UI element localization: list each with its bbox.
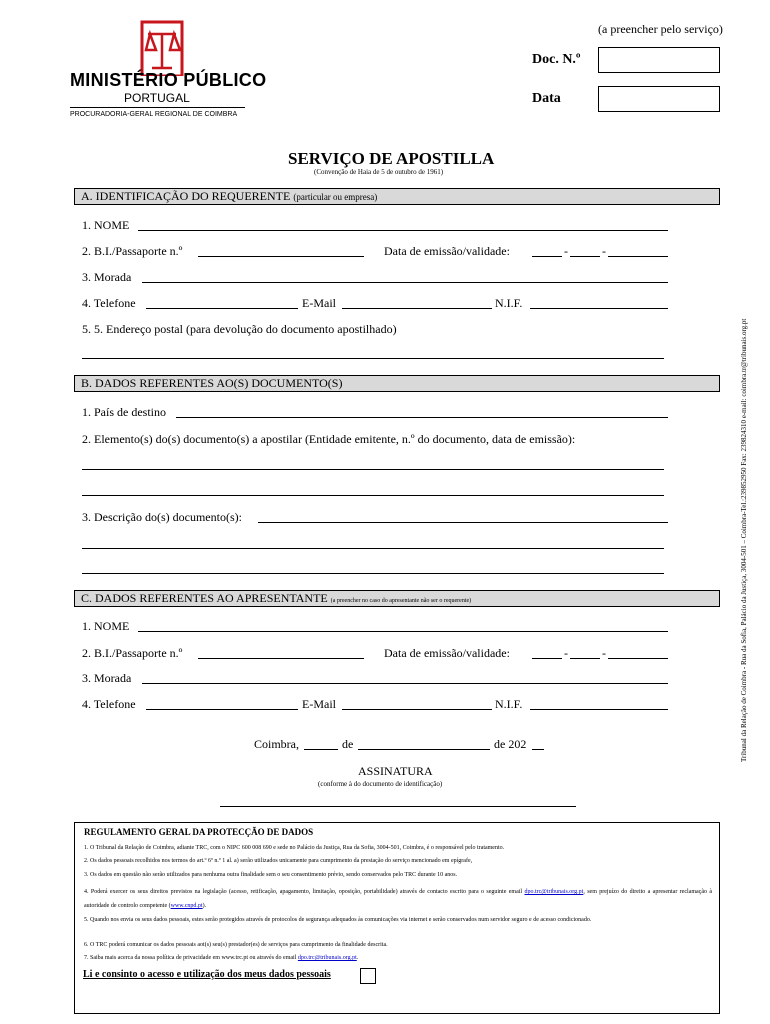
date-label: Data bbox=[532, 91, 561, 106]
page-subtitle: (Convenção de Haia de 5 de outubro de 1961) bbox=[314, 168, 444, 176]
a-address-label: 3. Morada bbox=[82, 270, 132, 284]
a-postal-input[interactable] bbox=[82, 358, 664, 359]
a-issue-year-input[interactable] bbox=[608, 256, 668, 257]
ministry-name: MINISTÉRIO PÚBLICO bbox=[70, 70, 267, 90]
consent-checkbox[interactable] bbox=[360, 968, 376, 984]
section-b-header bbox=[74, 375, 720, 392]
a-issue-month-input[interactable] bbox=[570, 256, 600, 257]
gdpr-item-6: 6. O TRC poderá comunicar os dados pessoais aot(s) seu(s) prestador(es) de serviços para cumprimento da finalidade descrita. bbox=[84, 942, 388, 948]
gdpr-item-3: 3. Os dados em questão não serão utilizados para nenhuma outra finalidade sem o seu consentimento prévio, sendo conservados pelo TRC durante 10 anos. bbox=[84, 872, 458, 878]
b-description-label: 3. Descrição do(s) documento(s): bbox=[82, 510, 242, 524]
c-id-label: 2. B.I./Passaporte n.º bbox=[82, 646, 183, 660]
a-email-input[interactable] bbox=[342, 308, 492, 309]
gdpr-item-5: 5. Quando nos envia os seus dados pessoais, estes serão protegidos através de protocolos de segurança adequados às comunicações via internet e serão conservados num servidor seguro e de acesso condicionado. bbox=[84, 917, 592, 923]
signature-month-input[interactable] bbox=[358, 749, 490, 750]
b-destination-label: 1. País de destino bbox=[82, 405, 166, 419]
b-description-input-1[interactable] bbox=[258, 522, 668, 523]
a-id-label: 2. B.I./Passaporte n.º bbox=[82, 244, 183, 258]
signature-year-input[interactable] bbox=[532, 749, 544, 750]
section-a-header bbox=[74, 188, 720, 205]
b-elements-label: 2. Elemento(s) do(s) documento(s) a apostilar (Entidade emitente, n.º do documento, data de emissão): bbox=[82, 432, 576, 446]
cnpd-link[interactable]: www.cnpd.pt bbox=[170, 903, 203, 909]
a-nif-input[interactable] bbox=[530, 308, 668, 309]
c-address-label: 3. Morada bbox=[82, 671, 132, 685]
c-nif-label: N.I.F. bbox=[495, 697, 523, 711]
b-description-input-3[interactable] bbox=[82, 573, 664, 574]
gdpr-item-2: 2. Os dados pessoais recolhidos nos termos do art.º 6º n.º 1 al. a) serão utilizados unicamente para cumprimento da prestação do serviço mencionado em epígrafe, bbox=[84, 858, 473, 864]
c-name-input[interactable] bbox=[138, 631, 668, 632]
dpo-email-link[interactable]: dpo.trc@tribunais.org.pt bbox=[524, 889, 584, 895]
doc-number-field[interactable] bbox=[598, 47, 720, 73]
signature-day-input[interactable] bbox=[304, 749, 338, 750]
c-issue-day-input[interactable] bbox=[532, 658, 562, 659]
c-name-label: 1. NOME bbox=[82, 619, 130, 633]
a-postal-label: 5. 5. Endereço postal (para devolução do documento apostilhado) bbox=[82, 322, 397, 336]
section-a-subtitle: (particular ou empresa) bbox=[293, 192, 378, 202]
b-elements-input-1[interactable] bbox=[82, 469, 664, 470]
c-email-label: E-Mail bbox=[302, 697, 336, 711]
section-a-title: A. IDENTIFICAÇÃO DO REQUERENTE bbox=[81, 189, 291, 203]
signature-de-1: de bbox=[342, 737, 354, 751]
c-issue-date-label: Data de emissão/validade: bbox=[384, 646, 510, 660]
c-email-input[interactable] bbox=[342, 709, 492, 710]
a-id-input[interactable] bbox=[198, 256, 364, 257]
c-nif-input[interactable] bbox=[530, 709, 668, 710]
gdpr-box bbox=[74, 822, 720, 1014]
logo-divider bbox=[70, 107, 245, 108]
office-name: PROCURADORIA-GERAL REGIONAL DE COIMBRA bbox=[70, 111, 238, 118]
a-nif-label: N.I.F. bbox=[495, 296, 523, 310]
court-contact-vertical: Tribunal da Relação de Coimbra - Rua da Sofia, Palácio da Justiça, 3004-501 – Coimbra-Tel.:239852950 Fax: 239824310 e-mail: coimbra.tr@tribunais.org.pt bbox=[740, 318, 748, 762]
c-address-input[interactable] bbox=[142, 683, 668, 684]
date-field[interactable] bbox=[598, 86, 720, 112]
consent-label: Li e consinto o acesso e utilização dos meus dados pessoais bbox=[83, 969, 331, 980]
c-phone-input[interactable] bbox=[146, 709, 298, 710]
c-issue-year-input[interactable] bbox=[608, 658, 668, 659]
scales-emblem-icon bbox=[96, 16, 246, 76]
section-c-header bbox=[74, 590, 720, 607]
gdpr-item-1: 1. O Tribunal da Relação de Coimbra, adiante TRC, com o NIPC 600 008 690 e sede no Palácio da Justiça, Rua da Sofia, 3004-501, Coimbra, é o responsável pelo tratamento. bbox=[84, 845, 505, 851]
section-c-title: C. DADOS REFERENTES AO APRESENTANTE bbox=[81, 591, 328, 605]
doc-number-label: Doc. N.º bbox=[532, 52, 581, 67]
signature-line[interactable] bbox=[220, 806, 576, 807]
b-elements-input-2[interactable] bbox=[82, 495, 664, 496]
country-name: PORTUGAL bbox=[124, 91, 190, 105]
signature-de-2: de 202 bbox=[494, 737, 527, 751]
a-name-label: 1. NOME bbox=[82, 218, 130, 232]
privacy-email-link[interactable]: dpo.trc@tribunais.org.pt bbox=[297, 955, 357, 961]
gdpr-item-7: 7. Saiba mais acerca da nossa política de privacidade em www.trc.pt ou através do email dpo.trc@tribunais.org.pt. bbox=[84, 955, 359, 961]
a-name-input[interactable] bbox=[138, 230, 668, 231]
b-description-input-2[interactable] bbox=[82, 548, 664, 549]
section-b-title: B. DADOS REFERENTES AO(S) DOCUMENTO(S) bbox=[81, 376, 343, 390]
service-note: (a preencher pelo serviço) bbox=[598, 22, 723, 36]
c-id-input[interactable] bbox=[198, 658, 364, 659]
signature-note: (conforme à do documento de identificação) bbox=[318, 780, 443, 788]
gdpr-title: REGULAMENTO GERAL DA PROTECÇÃO DE DADOS bbox=[84, 827, 314, 837]
signature-label: ASSINATURA bbox=[358, 764, 433, 778]
c-phone-label: 4. Telefone bbox=[82, 697, 136, 711]
page-title: SERVIÇO DE APOSTILLA bbox=[288, 149, 495, 168]
section-c-subtitle: (a preencher no caso do apresentante não ser o requerente) bbox=[330, 598, 472, 604]
a-phone-label: 4. Telefone bbox=[82, 296, 136, 310]
a-address-input[interactable] bbox=[142, 282, 668, 283]
a-email-label: E-Mail bbox=[302, 296, 336, 310]
a-issue-date-label: Data de emissão/validade: bbox=[384, 244, 510, 258]
a-issue-day-input[interactable] bbox=[532, 256, 562, 257]
gdpr-item-4: 4. Poderá exercer os seus direitos previstos na legislação (acesso, retificação, apagamento, limitação, oposição, portabilidade) através de contacto escrito para o seguinte email dpo.trc@tribunais.org.pt, sem prejuízo do direito a apresentar reclamação à autoridade de controlo competente (www.cnpd.pt). bbox=[84, 889, 713, 909]
signature-place: Coimbra, bbox=[254, 737, 299, 751]
b-destination-input[interactable] bbox=[176, 417, 668, 418]
a-phone-input[interactable] bbox=[146, 308, 298, 309]
c-issue-month-input[interactable] bbox=[570, 658, 600, 659]
